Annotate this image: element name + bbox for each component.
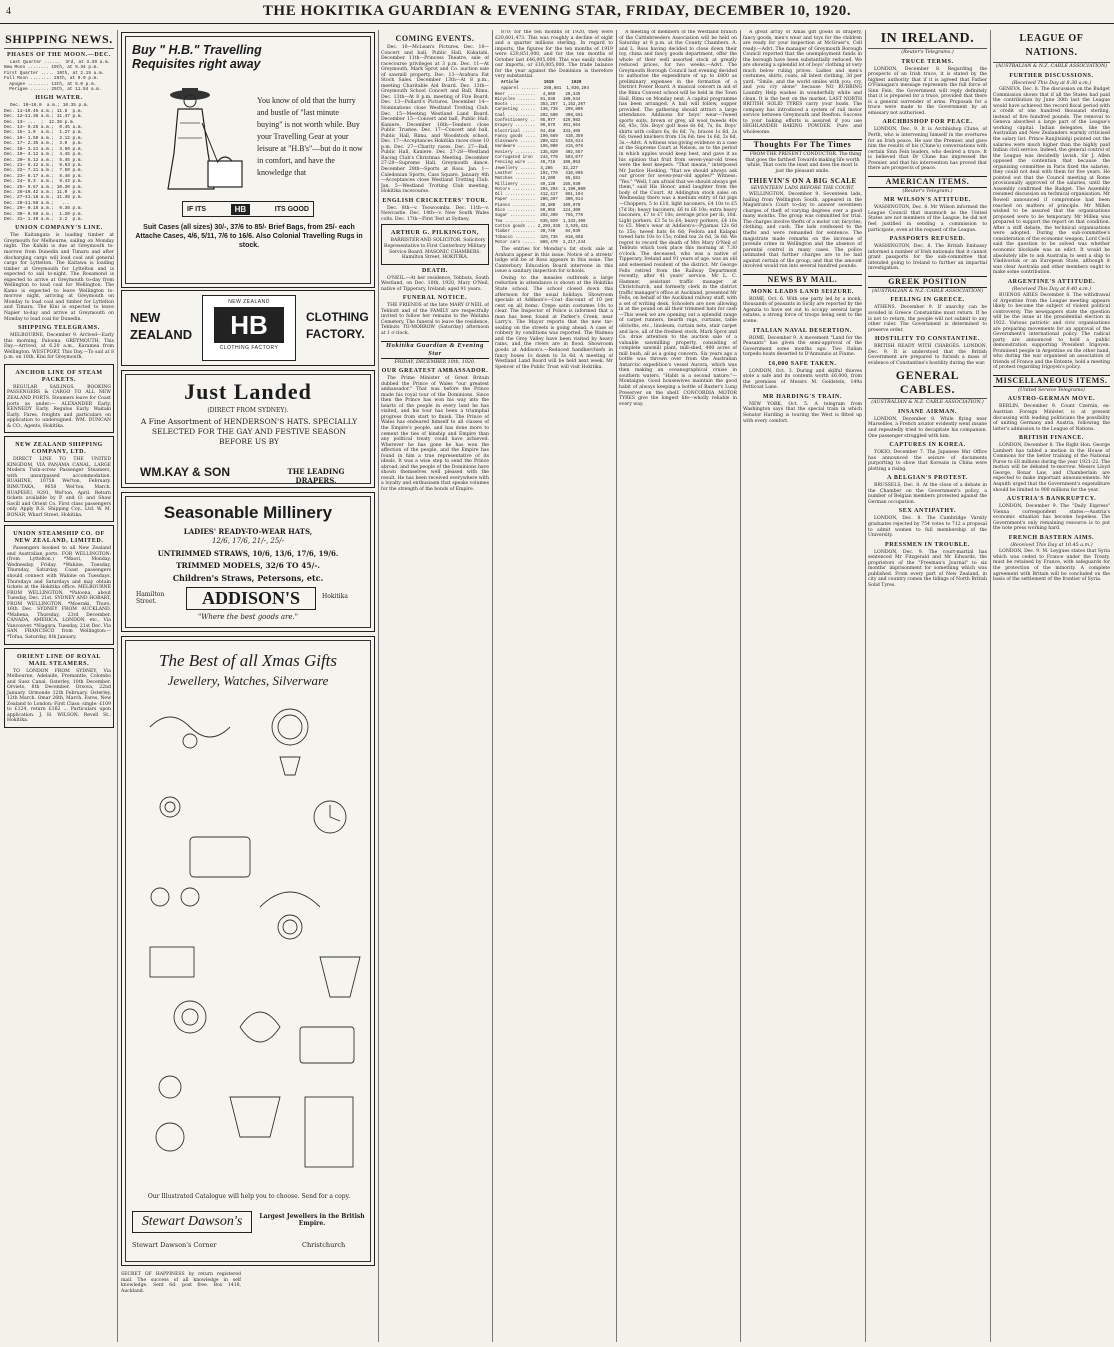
jewellery-illustrations	[130, 697, 368, 1187]
stewart-dawson-ad	[121, 636, 375, 1266]
truce-heading: TRUCE TERMS.	[901, 58, 954, 65]
bankruptcy-text: LONDON, December 9. The "Daily Express" Vienna correspondent states:—Austria's economic situation has become hopeless. The Government's only remaining resource is to put the note press working hard.	[993, 504, 1110, 532]
french-aims-heading: FRENCH BASTERN AIMS.	[1008, 534, 1095, 541]
austro-text: BERLIN, December 9. Count Czernin, ex-Austrian Foreign Minister, is at present discussing with leading politicians the possibility of uniting Germany and Austria, following the latter's admission to the League of Nations.	[993, 404, 1110, 432]
christchurch-label: Christchurch	[302, 1241, 346, 1249]
column6-intro: A great array of Xmas gift goods in drapery, fancy goods, men's wear and toys for the children are ready for your inspection at McGruer's, Cell ready.—Advt. The manager of Greymouth Borough Council reported that the unemployment funds in the borough have been substantially reduced. We are showing a splendid lot of boys' clothing at very much below ruling prices. Ladies and men's costumes, shirts, coats, all latest clothing, 3d per yard. "Smile, and the world smiles with you; cry, and you cry alone" because NO RUBBING Laundry Help washes in wonderfully white and clean. It is the best on the market. LAST NORTH BRITISH SOLID TYRES carry your loads. The company has introduced a system of rail motor service between Greymouth and Reefton. Success to your baking efforts is assured if you use HIGHLANDER BAKING POWDER. Pure and wholesome.	[743, 30, 862, 135]
column-league	[993, 30, 1110, 1340]
column-events	[381, 30, 489, 1340]
wm-kay-name: WM.KAY & SON	[140, 465, 231, 479]
sex-antipathy-heading: SEX ANTIPATHY.	[898, 508, 957, 515]
airman-text: LONDON, December 8. While flying near Marseilles, a French aviator evidently went insane and repeatedly tried to decapitate his companion. One passenger struggled with him.	[868, 416, 987, 439]
union-steamship-heading: UNION STEAMSHIP CO. OF NEW ZEALAND, LIMITED.	[13, 531, 105, 545]
millinery-ladies: LADIES' READY-TO-WEAR HATS,	[183, 527, 313, 536]
pressmen-heading: PRESSMEN IN TROUBLE.	[884, 541, 971, 548]
hb-logo-bottom: CLOTHING FACTORY	[219, 345, 279, 351]
its-good-label: ITS GOOD	[274, 205, 309, 213]
ambassador-heading: OUR GREATEST AMBASSADOR.	[381, 368, 489, 375]
gifts-catalogue-note: Our Illustrated Catalogue will help you to choose. Send for a copy.	[147, 1193, 351, 1200]
argentine-heading: ARGENTINE'S ATTITUDE.	[1007, 278, 1096, 285]
general-cables-subheading: (AUSTRALIAN & N.Z. CABLE ASSOCIATION.)	[871, 400, 984, 406]
millinery-prices: 12/6, 17/6, 21/-, 25/-	[211, 537, 285, 545]
airman-heading: INSANE AIRMAN.	[897, 408, 958, 415]
austro-heading: AUSTRO-GERMAN MOVE.	[1007, 396, 1096, 403]
wilson-text: WASHINGTON, Dec. 8. Mr Wilson informed the League Council that inasmuch as the United States are not members of the League, he did not feel justified in sending a commission to participate, even at the request of the League.	[868, 205, 987, 233]
ireland-heading: IN IRELAND.	[868, 32, 987, 49]
if-its-label: IF ITS	[187, 205, 207, 213]
millinery-hokitika: Hokitika	[322, 593, 348, 600]
bankruptcy-heading: AUSTRIA'S BANKRUPTCY.	[1006, 496, 1097, 503]
column-rule	[616, 30, 617, 1342]
italian-heading: ITALIAN NAVAL DESERTION.	[753, 327, 852, 334]
trade-after-table: The entries for Monday's fat stock sale at Arahura appear in this issue. Notice of a streets' lodge will be at Ross appears in this issue. The Canterbury Education Board intervene in this issue a sanitary inspection for schools.	[495, 247, 613, 275]
millinery-untrimmed: UNTRIMMED STRAWS, 10/6, 13/6, 17/6, 19/6.	[157, 549, 339, 558]
paper-name-heading: Hokitika Guardian & Evening Star	[381, 341, 489, 359]
death-text: O'NEIL.—At her residence, Tebbuts, South Westland, on Dec. 10th, 1920, Mary O'Neil, native of Tipperary, Ireland; aged 91 years.	[381, 275, 489, 292]
column-rule	[378, 30, 379, 1342]
just-landed-ad	[121, 370, 375, 488]
funeral-text: THE FRIENDS of the late MARY O'NEIL of Tebbutt and of the FAMILY are respectfully invited to follow her remains to the Waitaha Cemetery. The funeral to leave the residence, Tebbuts TO-MORROW (Saturday) afternoon at 1 o'clock.	[381, 303, 489, 336]
phases-heading: PHASES OF THE MOON.—DEC.	[7, 52, 111, 58]
french-aims-subheading: (Received This Day at 10.45 a.m.)	[1010, 542, 1093, 548]
ireland-subheading: (Reuter's Telegrams.)	[901, 50, 954, 55]
american-subheading: (Reuter's Telegram.)	[902, 188, 953, 194]
thoughts-text: FROM THE PRESENT CONDUCTOR. The thing that goes the farthest Towards making life worth while, That costs the least and does the most Is just the pleasant smile.	[745, 152, 862, 175]
moon-phases: Last Quarter ...... 3rd, at 3.39 a.m. New Moon ........ 10th, at 9.34 p.m. First Quarter ..... 19th, at 2.15 a.m. Full Moon ........ 26th, at 9.0 p.m. Apogee ........ 13th, at 5.0 p.m. Perigee ....... 25th, at 11.54 a.m.	[4, 60, 111, 93]
millinery-headline: Seasonable Millinery	[163, 503, 333, 522]
gifts-subheadline: Jewellery, Watches, Silverware	[167, 673, 329, 688]
hb-logo-box	[202, 295, 296, 361]
zealand-label: ZEALAND	[130, 327, 193, 342]
pilkington-text: BARRISTER AND SOLICITOR. Solicitory Representative to First Canterbury Military Service Board. MASONIC CHAMBERS. Hamilton Street, HOKITIKA.	[384, 238, 486, 261]
hb-headline: Buy " H.B." Travelling Requisites right away	[132, 43, 262, 71]
safe-heading: £6,000 SAFE TAKEN.	[768, 360, 837, 367]
finance-heading: BRITISH FINANCE.	[1019, 435, 1084, 442]
union-steamship-text: Passengers booked to all New Zealand and Australian ports. FOR WELLINGTON: (from Lyttelton.) *Maori, Monday, Wednesday, Friday. *Wahine, Tuesday, Thursday, Saturday. Coast passengers should connect with Wahine on Tuesdays, Thursdays and Saturdays and may obtain tickets at the Hokitika office. MELBOURNE FROM WELLINGTON. *Paloona, about Tuesday, Dec. 21st. SYDNEY AND HOBART, FROM WELLINGTON. *Moeraki, Thurs, 16th Dec. SYDNEY FROM AUCKLAND. *Mahena, Thursday, 23rd December. CANADA, AMERICA, LONDON, etc., Via Vancouver. *Niagara, Tuesday, 21st Dec. Via SAN FRANCISCO from Wellington:— *Tofua, Saturday, 8th January.	[7, 546, 111, 640]
new-zealand-wordmark	[130, 309, 192, 343]
harding-heading: MR HARDING'S TRAIN.	[762, 393, 843, 400]
telegrams-heading: SHIPPING TELEGRAMS.	[18, 325, 100, 332]
hostility-text: BRITISH READY WITH CHARGES. LONDON, Dec. 9. It is understood that the British Government are prepared to furnish a mass of evidence of Constantine's hostility during the war.	[868, 344, 987, 366]
hb-copy: You know of old that the hurry and bustle of "last minute buying" is not worth while. Buy your Travelling Gear at your leisure at "H.B's"—but do it now in comfort, and have the knowledge that	[257, 96, 363, 177]
hostility-heading: HOSTILITY TO CONSTANTINE.	[875, 336, 980, 343]
misc-heading: MISCELLANEOUS ITEMS.	[993, 375, 1110, 387]
leading-drapers: THE LEADING DRAPERS.	[287, 467, 345, 485]
column-rule	[990, 30, 991, 1342]
cricket-heading: ENGLISH CRICKETERS' TOUR.	[382, 197, 488, 204]
masthead	[0, 0, 1114, 24]
secret-happiness-ad: SECRET OF HAPPINESS by return registered mail. The success of all knowledge in self knowledge. Sent 6d. post free. Box 1418, Auckland.	[121, 1272, 241, 1294]
column-news	[743, 30, 862, 1340]
stewart-dawson-name: Stewart Dawson's	[132, 1211, 252, 1233]
largest-jewellers: Largest Jewellers in the British Empire.	[259, 1213, 365, 1227]
orient-line-text: TO LONDON FROM SYDNEY, Via Melbourne, Adelaide, Fremantle, Colombo and Suez Canal. Osterley, 10th December. Orvieto, 8th December. Orsova, 22nd January. Ormonde 12th February. Osterley, 12th March. Omar 26th, March. Fares, New Zealand to London: First Class: single: £109 to £124, return £162 ... Particulars upon application. J. H. WILSON, Revell St., Hokitika.	[7, 668, 111, 724]
hb-logo-top: NEW ZEALAND	[228, 299, 270, 305]
union-line-heading: UNION COMPANY'S LINE.	[15, 225, 103, 232]
thieving-heading: THIEVIN'S ON A BIG SCALE	[748, 176, 857, 185]
ambassador-text: The Prime Minister of Great Britain dubbed the Prince of Wales "our greatest ambassador." That was before the Prince made his royal tour of the Dominions. Since then the Prince has won his way into the hearts of the people in every land he has visited, and his tour has been a triumphal progress from start to finish. The Prince of Wales has endeared himself to all classes of the Empire's people, and has done more to cement the ties of kinship and Empire than any political treaty could have achieved. Wherever he has gone he has won the affection of the people, and the Empire has found in him a true representative of its ideals. It was a wise step to send the Prince abroad, and the people of the Dominions have shown themselves well pleased with the result. He has been received everywhere with a loyalty and enthusiasm that speaks volumes for the strength of the bonds of Empire.	[381, 376, 489, 492]
archbishop-heading: ARCHBISHOP FOR PEACE.	[882, 119, 973, 126]
new-label: NEW	[130, 310, 161, 325]
if-its-hb-banner	[182, 201, 314, 217]
greek-heading: GREEK POSITION	[868, 276, 987, 288]
column5-body: A meeting of members of the Westland branch of the Cattlebreeders Association will be held on Saturday at 8 p.m. at the County Chambers. A. and L. Ross having decided to close down their toy, china and fancy goods department, offer the whole of their well assorted stock at greatly reduced prices, for two weeks.—Advt. The Greymouth Borough Council last evening decided to authorise the expenditure of up to £800 as preliminary expenses in the formation of a District Power Board. A musical concert in aid of the Rimu Convent school will be held in the Town Hall, Rimu on Monday next. A capital programme has been arranged. A ball will follow, supper provided. The gathering should attract a large attendance. Addisons for boys' wear—Tweed sports suits, brown or grey, all wool tweeds 40s 6d, 45s, 50s. Boys' golf hose 6s 6d, 7s, 8s. Boys' shirts with collars 6s, 6s 6d, 7s; braces 1s 6d, 2s 6d; tweed knickers from 13s 6d; ties 1s 6d, 2s 6d, 3s.—Advt. A witness was giving evidence in a case at the Supreme Court at Nelson, as to the period in which apples would keep best, and gave it as his opinion that fruit from seven-year-old trees were the best keepers. "That means," interposed Mr Justice Hosking, "that we should always ask our grocer for seven-year-old apples?" Witness: "Yes." "Well, I am afraid that we should always get them," said His Honor, amid laughter from the body of the Court. At Addington stock sales on Wednesday there was a medium entry of fat pigs—Choppers, 5 to £10, light baconers, £4 10s to £5 (7d lb); heavy baconers, £6 to £6 10s; extra heavy baconers, £7 to £7 10s; average price per lb, 10d. Light porkers, £3 5s to £4; heavy porkers, £4 10s to £5. Men's wear at Addison's—Pyjamas 12s 6d to 35s; tweed hats 6s 6d; Fedora and Kalapai tweed hats 10s to 15s; rolled tea 2s 6d, 3s 6d. We regret to record the death of Mrs Mary O'Neil of Tebbuts which took place this morning at 7.30 o'clock. The deceased, who was a native of Tipperary, Ireland and 91 years of age, was an old and esteemed resident of the district. Mr George Fells retired from the Railway Department recently, after 41 years' service. Mr L. C. Hammer, assistant traffic manager at Christchurch, and formerly clerk in the district traffic manager's office at Auckland, presented Mr Fells, on behalf of the Auckland railway staff, with a set of writing desk. Schoolers are now allowing in at the pound on all their trimmed hats for cash—This week we are opening out a splendid range of carpet runners, hearth rugs, curtains, table oilcloths, etc., linoleum, curtain nets, stair carpet and lace, all of the freshest stock. Mark Sprot and Co. draw attention to the auction sale of a valuable sawmilling property, consisting of complete sawmill plant, mill-shed, 400 acres of mill bush, all as a going concern. Six years ago a bottle was thrown over from the Australian Antarctic expedition's vessel Aurora, which was then making an oceanographical cruise in southern waters. "Habit is a second nature."—Montaigne. Good housewives maintain the good habit of always keeping a bottle of Baxter's Lung Preserver on the shelf. CONCORDIA MOTOR TYRES give the longest life—wholly reliable in every way.	[619, 30, 737, 407]
orient-line-ad	[4, 648, 114, 728]
column-shipping	[4, 30, 114, 1340]
pilkington-heading: ARTHUR G. PILKINGTON,	[391, 230, 479, 237]
thieving-text: WELLINGTON, December 9. Seventeen lads, hailing from Wellington South, appeared in the Magistrate's Court to-day to answer seventeen charges of theft of varying degrees over a good many months. The group was committed for trial. The charges involve thefts of a motor car, bicycles, clothing, and cash. The lads confessed to the thefts and were remanded for sentence. The magistrate made remarks on the increase of juvenile crime in Wellington and the absence of parental control in many cases. The police intimated that further charges are to be laid against certain of the group, and that the amount involved would run into several hundred pounds.	[743, 192, 862, 270]
passports-heading: PASSPORTS REFUSED.	[889, 236, 966, 243]
imports-table-header: Article 1919 1920	[501, 80, 582, 85]
orient-line-heading: ORIENT LINE OF ROYAL MAIL STEAMERS.	[17, 653, 101, 667]
italian-text: ROME, December 9. A movement "Land for the Peasants" has given the semi-approval of the Government some months ago. Two Italian torpedo boats deserted to D'Annunzio at Fiume.	[743, 335, 862, 358]
just-landed-direct: (DIRECT FROM SYDNEY).	[207, 407, 289, 414]
gifts-headline: The Best of all Xmas Gifts	[158, 651, 338, 670]
truce-text: LONDON, December 8. Regarding the prospects of an Irish truce, it is stated by the highest authority that if it is agreed that Father O'Flanagan's message represents the full force of Sinn Fein, the Government will reply definitely that it is prepared for a truce, provided that there is a general surrender of arms. Proposals for a truce were made to the Government by an emissary not authorised.	[868, 66, 987, 116]
further-subheading: (Received This Day at 8.30 a.m.)	[1011, 80, 1092, 86]
anchor-line-ad	[4, 364, 114, 433]
argentine-subheading: (Received This Day at 8.40 a.m.)	[1011, 286, 1092, 292]
column-local-news	[619, 30, 737, 1340]
hb-prices: Suit Cases (all sizes) 30/-, 37/6 to 85/- Brief Bags, from 25/- each Attache Cases, 4/6, 5/11, 7/6 to 16/6. Also Colonial Travelling Rugs in stock.	[135, 224, 363, 249]
anchor-line-heading: ANCHOR LINE OF STEAM PACKETS.	[15, 369, 103, 383]
union-steamship-ad	[4, 525, 114, 644]
hb-logo: HB	[214, 307, 284, 343]
anchor-line-text: REGULAR SAILINGS. BOOKING PASSENGERS & CARGO TO ALL NEW ZEALAND PORTS. Steamers leave for Coast ports as under:— ALEXANDER Early. KENNEDY Early. Regulus Early. Waitaki Early. Fares, freights and particulars on application to undersigned. WM. DUNCAN & CO., Agents, Hokitika.	[7, 384, 111, 429]
millinery-tagline: "Where the best goods are."	[197, 613, 299, 621]
monk-heading: MONK LEADS LAND SEIZURE.	[750, 288, 855, 295]
hb-clothing-factory-ad	[121, 290, 375, 366]
issue-date: FRIDAY, DECEMBER 10th, 1920.	[394, 359, 476, 365]
imports-table: Apparel ....... 288,681 1,030,204 Beer ........... 4,869 28,345 Bicycles ....... 81,938 180,544 Boots .......... 353,267 1,152,207 Carpeting ...... 136,736 299,806 Coal ........... 292,590 398,651 Confectionery .. 95,077 429,982 Drapery ........ 90,579 301,664 Electrical ..... 94,458 333,405 Fancy goods .... 190,669 410,359 Glassware ...... 209,823 528,614 Hardware ....... 196,000 415,076 Hosiery ........ 135,820 402,557 Corrugated iron 244,770 503,077 Fencing wire ... 46,718 106,053 Jewellery ...... 3,285 32,227 Leather ........ 192,770 410,505 Matches ........ 16,200 65,581 Millinery ...... 49,130 165,930 Motors ......... 204,294 1,190,000 Oil ............ 412,417 861,194 Paper .......... 206,397 300,914 Pianos ......... 38,380 109,970 Rice ........... 60,055 124,300 Sugar .......... 292,390 755,770 Tea ............ 635,929 1,333,408 Cotton goods ... 2,203,335 3,539,431 Timber ......... 30,740 84,939 Tobacco ........ 329,735 818,658 Motor cars ..... 889,470 2,217,244	[495, 87, 589, 245]
coming-events-heading: COMING EVENTS.	[395, 34, 475, 43]
passports-text: WASHINGTON, Dec. 8. The British Embassy informed a number of Irish nationals that it cannot grant passports for the sub-committee that intended going to Ireland to further an impartial investigation.	[868, 244, 987, 272]
general-cables-heading: GENERAL CABLES.	[868, 368, 987, 399]
monk-text: ROME, Oct. 6. With one party led by a monk, thousands of peasants in Sicily are reported by the Agenzia to have set out to occupy several large estates, a strong force of troops being sent to the scene.	[743, 296, 862, 324]
harding-text: NEW YORK, Oct. 5. A telegram from Washington says that the special train in which Senator Harding is touring the West is fitted up with every comfort.	[743, 401, 862, 424]
page-number: 4	[6, 6, 11, 17]
column-rule	[740, 30, 741, 1342]
column-rule	[117, 30, 118, 1342]
column-cables	[868, 30, 987, 1340]
factory-label: FACTORY.	[306, 327, 365, 341]
further-heading: FURTHER DISCUSSIONS.	[1009, 72, 1094, 79]
funeral-heading: FUNERAL NOTICE.	[402, 295, 468, 302]
american-heading: AMERICAN ITEMS.	[868, 176, 987, 188]
union-line-text: The Kaitangata is loading timber at Greymouth for Melbourne, sailing on Monday night. The Kahiki is due at Greymouth to-morrow from Dunedin and Timaru and after discharging cargo will load coal and general cargo for Lyttelton. The Kaitawa is loading timber at Greymouth for Lyttelton and is expected to sail to-night. The Rosamond is expected to arrive at Greymouth to-day from Wellington to load coal for Wellington. The Kamo is expected to leave Wellington to-morrow night, arriving at Greymouth on Monday to load coal and timber for Lyttelton and Timaru. The Kini is expected to leave Napier to-day and arrive at Greymouth on Monday to load coal for Dunedin.	[4, 233, 114, 322]
high-water-heading: HIGH WATER.	[35, 95, 83, 102]
argentine-text: BUENOS AIRES December 8. The withdrawal of Argentine from the League meeting appears likely to become the subject of violent political controversy. The newspapers state the question will be the issue at the presidential election in 1922. Various patriotic and civic organisations are preparing movements for an approval of the Government's international policy. The radical party are announced to hold a public demonstration supporting President Irigoyen. Prominent people in Argentine on the other hand, who during the war organised an association of friends of France and the Entente, hold a meeting of protest regarding Irigoyen's policy.	[993, 293, 1110, 371]
millinery-hamilton: Hamilton Street.	[136, 591, 165, 605]
stewart-dawson-corner: Stewart Dawson's Corner	[132, 1241, 217, 1249]
just-landed-headline: Just Landed	[184, 379, 312, 404]
news-by-mail-heading: NEWS BY MAIL.	[743, 274, 862, 286]
nz-shipping-heading: NEW ZEALAND SHIPPING COMPANY, LTD.	[15, 442, 103, 456]
thieving-subheading: SEVENTEEN LADS BEFORE THE COURT.	[750, 185, 855, 191]
high-water-table: Dec. 10—10.0 a.m.; 10.35 p.m. Dec. 11—10.45 a.m.; 11.8 p.m. Dec. 12—11.38 a.m.; 11.47 p.m. Dec. 13— ... ; 12.35 p.m. Dec. 14— 0.25 a.m.; 0.45 a.m. Dec. 15— 1.0 a.m.; 1.27 p.m. Dec. 16— 1.50 a.m.; 2.12 p.m. Dec. 17— 2.35 a.m.; 3.0 p.m. Dec. 18— 3.21 a.m.; 3.50 p.m. Dec. 19— 4.12 a.m.; 4.45 p.m. Dec. 20— 5.12 a.m.; 5.45 p.m. Dec. 21— 6.12 a.m.; 6.53 p.m. Dec. 22— 7.21 a.m.; 7.50 p.m. Dec. 23— 8.17 a.m.; 8.48 p.m. Dec. 24— 9.3 a.m.; 9.43 p.m. Dec. 25— 9.57 a.m.; 10.30 p.m. Dec. 26—10.42 a.m.; 11.0 p.m. Dec. 27—11.18 a.m.; 11.38 p.m. Dec. 28—11.58 a.m.; ... Dec. 29— 0.18 a.m.; 0.38 p.m. Dec. 30— 0.59 a.m.; 1.20 p.m. Dec. 31— 1.40 a.m.; 2.2 p.m.	[4, 103, 90, 222]
finance-text: LONDON, December 8. The Right Hon. George Lambert has tabled a motion in the House of Commons for the better training of the National Purse to £8 millions during the year 1921-22. The motion will be debated to-morrow. Messrs Lloyd George, Bonar Law, and Chamberlain are expected to make important announcements. Mr Asquith urged that the Government's expenditure should be limited to 900 millions for the year.	[993, 443, 1110, 493]
greek-text: ATHENS, December 9. If anarchy can be avoided in Greece Constantine must return. If he is not to return, the people will not submit to any other ruler. The Government is determined to preserve order.	[868, 305, 987, 333]
traveller-illustration	[138, 83, 248, 195]
league-heading: LEAGUE OF NATIONS.	[993, 32, 1110, 63]
league-subheading: (AUSTRALIAN & N.Z. CABLE ASSOCIATION)	[995, 64, 1108, 69]
telegrams-text: MELBOURNE, December 9. Arrived—Early this morning, Paloona. GREYMOUTH, This Day.—Arrived, at 6.20 a.m., Karamea from Wellington. WESTPORT, This Day.—To sail at 8 p.m. on 10th, Kini for Greymouth.	[4, 333, 114, 361]
hb-mini-logo: HB	[231, 204, 251, 215]
french-aims-text: LONDON, Dec. 9. M. Leygues states that Syria which was ceded to France under the Treaty, must be retained by France, with safeguards for the protection of the minority. A complete agreement with Britain will be concluded on the basis of the settlement of the frontier of Syria.	[993, 549, 1110, 583]
just-landed-body: A Fine Assortment of HENDERSON'S HATS. SPECIALLY SELECTED FOR THE GAY AND FESTIVE SEASON BEFORE US BY	[140, 417, 358, 446]
korea-text: TOKIO, December 7. The Japanese War Office has announced the seizure of documents purporting to show that Koreans in China were plotting a rising.	[868, 450, 987, 472]
column-rule	[865, 30, 866, 1342]
trade-intro: 870; for the ten months of 1920, they were £20,601,473. This was roughly a decline of eight and a quarter millions sterling. In regard to imports, the figures for the ten months of 1919 were £29,851,000, and for the ten months of October last £46,005,000. This was easily double our imports, or £16,005,000. The trade balance for the year against the Dominion is therefore very substantial.	[495, 30, 613, 80]
seasonable-millinery-ad	[121, 492, 375, 632]
column-rule	[492, 30, 493, 1342]
cricket-text: Dec. 8th—v. Toowoomba. Dec. 11th—v. Newcastle. Dec. 14th—v. New South Wales colts. Dec. 17th—First Test at Sydney.	[381, 205, 489, 222]
nz-shipping-text: DIRECT LINE TO THE UNITED KINGDOM, VIA PANAMA CANAL. LARGE Modern Twin-screw Passenger Steamers, with unsurpassed accommodation. RUAHINE, 10758 Wel'ton, February. RIMUTAKA, 9658 Wel'ton, March. RUAPEHU, 9291, Wel'ton, April. Return tickets available by P. and O. and Shaw Savill and Orient Co. First class passengers only. Apply R.S. Shipping Coy., Ltd. W. M. BONAR, Wharf Street, Hokitika.	[7, 457, 111, 518]
archbishop-text: LONDON, Dec. 9. It is Archbishop Clune, of Perth, who is intervening himself in the overtures for an Irish peace. He saw the Premier, and gave him the results of his (Clune's) conversations with certain Sinn Fein leaders, who desired a truce. It is believed that Dr Clune has impressed the Premier, and that his intervention has proved that there are prospects of peace.	[868, 127, 987, 172]
hb-travelling-ad	[121, 32, 375, 288]
misc-subheading: (United Service Telegrams)	[1018, 387, 1085, 393]
greek-subheading: (AUSTRALIAN & N.Z. CABLE ASSOCIATION)	[871, 288, 984, 294]
further-text: GENEVA, Dec. 8. The discussion on the Budget Commission shows that if all the States had paid the contribution by June 30th last the League would have achieved the record fiscal period with a credit of one hundred thousand sterling, instead of five hundred pounds. The removal to Geneva absorbed a large part of the League's working capital. Indian delegates, like the Australian and New Zealanders warmly criticised the salary list. Prince Ranjitsinhji pointed out the salaries were much higher than the highly paid Indian civil service. Indeed, the general control of the League was decidedly lavish. Sir J. Allen opposed the contention that because the organising committee in Paris fixed the salaries, they could not deal with them for five years. He pointed out that the Council meeting at Rome provisionally approved of the salaries, until the Assembly confirmed the Budget. The Assembly resumed discussion on technical organisation. Mr Rowell announced if compromise had been reached on matters of principle. Mr Millen wished to be assured that the organisations proposed were to be temporary. Mr Millen was prepared to support the report on that condition. After a stiff debate, the technical organisations were adopted. During the sub-committee's consideration of the economic weapon, Lord Cecil said the question to be solved was whether economic blockade was an edict. It would be absolutely idle to ask Australia to sent a ship to Vladivostok or an European State, although it was clear Australia and other members ought to make some contribution.	[993, 87, 1110, 276]
millinery-trimmed: TRIMMED MODELS, 32/6 TO 45/-.	[175, 561, 321, 570]
belgian-text: BRUSSELS, Dec. 8. At the close of a debate in the Chamber on the Government's policy, a number of Belgian members protested against the German occupation.	[868, 483, 987, 505]
addisons-name: ADDISON'S	[186, 587, 316, 610]
newspaper-title: THE HOKITIKA GUARDIAN & EVENING STAR, FRIDAY, DECEMBER 10, 1920.	[262, 3, 852, 19]
clothing-factory-wordmark	[306, 309, 369, 343]
coming-events-text: Dec. 10—McLean's Pictures. Dec. 10—Concert and ball, Public Hall, Kokatahi. December 11th—Princess Theatre, sale of racecourse privileges at 3 p.m. Dec. 11—At Greymouth, Mark Sprot and Co. auction sale of sawmill property. Dec. 13—Arahura Fat Stock Sales. December 13th—At 8 p.m., meeting Charitable Aid Board. Dec. 13th—Greymouth School Concert and Ball, Rimu. Dec. 13th—At 8 p.m. meeting of Fire Board. Dec. 13—Pollard's Pictures. December 14—Nominations close Westland Trotting Club. Dec. 15—Meeting Westland Land Board. December 15—Concert and ball, Public Hall, Kaniere. December 16th—Tenders close Public Trustee. Dec. 17—Concert and ball, Public Hall, Rimu, and Woodstock school. Dec. 17—Acceptances Hokitika races close 10 p.m. Dec. 27—Charity races. Dec. 27—Ball, Public Hall, Kaniere. Dec. 27-28—Westland Racing Club's Christmas Meeting. December 27-28—Supreme Hall, Greymouth dance. December 28th—Sports at Ross. Jan. 1—Caledonian Sports, Cass Square. January 4th—Acceptances close Westland Trotting Club. Jan. 5—Westland Trotting Club meeting, Hokitika racecourse.	[381, 45, 489, 195]
column4-body: Owing to the measles outbreak a large reduction in attendance is shown at the Hokitika State school. The school closed down this afternoon for the usual holidays. Showroom specials at Addison's—Coat discount of 10 per cent on all items. Crepe satin costumes 10s to clear. The Inspector of Police is informed that a man has been found at Parker's Creek, near Larry's. The Mayor reports that the new tar-sealing on the streets is going ahead. A case of robbery by conditions was reported. The Waimea and the Grey Valley have been visited by heavy rains, and the rivers are in flood. Showroom goods at Addison's.—Reduced handkerchiefs in fancy boxes 1s dozen to 3s 6d. A meeting of Westland Land Board will be held next week. Mr Spencer of the Public Trust will visit Hokitika.	[495, 275, 613, 370]
death-heading: DEATH.	[422, 267, 448, 274]
column-trade	[495, 30, 613, 1340]
millinery-children: Children's Straws, Petersons, etc.	[172, 573, 324, 583]
clothing-label: CLOTHING	[306, 310, 369, 324]
nz-shipping-ad	[4, 436, 114, 522]
pilkington-notice	[381, 224, 489, 264]
shipping-heading: SHIPPING NEWS.	[4, 32, 114, 49]
thoughts-heading: Thoughts For The Times	[743, 139, 862, 151]
korea-heading: CAPTURES IN KOREA.	[889, 442, 966, 449]
pressmen-text: LONDON, Dec. 9. The court-martial has sentenced Mr Fitzgerald and Mr Edwards, the proprietors of the "Freeman's Journal" to six months' imprisonment for something which was published. From every part of New Zealand, in city and country comes the tidings of North British Solid Tyres.	[868, 549, 987, 588]
belgian-heading: A BELGIAN'S PROTEST.	[887, 475, 968, 482]
wilson-heading: MR WILSON'S ATTITUDE.	[883, 197, 972, 204]
safe-text: LONDON, Oct. 3. During and skilful thieves stole a safe and its contents worth £6,000, from the premises of Messrs M. Goldstein, 149a Petticoat Lane.	[743, 368, 862, 391]
sex-antipathy-text: LONDON, Dec. 8. The Cambridge Varsity graduates rejected by 754 votes to 712 a proposal to admit women to full membership of the University.	[868, 516, 987, 539]
greek-feeling-heading: FEELING IN GREECE.	[890, 297, 965, 304]
